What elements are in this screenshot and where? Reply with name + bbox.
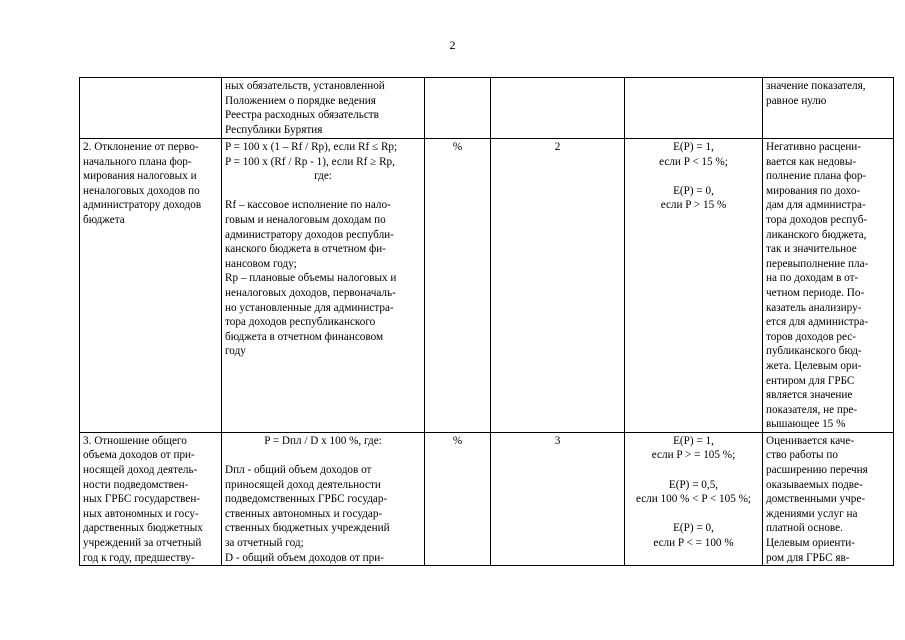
text-line: равное нулю (766, 94, 827, 107)
text-line: P = Dпл / D x 100 %, где: (264, 434, 382, 447)
text-line: ром для ГРБС яв- (766, 551, 850, 564)
text-line: где: (314, 170, 332, 183)
text-line: жета. Целевым ори- (766, 359, 862, 372)
text-line: дам для администра- (766, 199, 866, 212)
score-cell (625, 78, 763, 139)
text-line: если P < 15 %; (659, 155, 728, 168)
text-line: ственных бюджетных учреждений (225, 522, 390, 535)
unit-cell (425, 78, 491, 139)
score-cell (625, 432, 763, 565)
text-line: платной основе. (766, 522, 843, 535)
text-line: если P > = 105 %; (651, 449, 736, 462)
text-line: домственными учре- (766, 493, 866, 506)
text-line: Реестра расходных обязательств (225, 109, 379, 122)
text-line: ство работы по (766, 449, 838, 462)
indicator-name-cell (80, 432, 222, 565)
text-line: мирования по дохо- (766, 184, 861, 197)
table-row (80, 432, 894, 565)
table-row (80, 78, 894, 139)
text-line: за отчетный год; (225, 537, 304, 550)
text-line: ется для администра- (766, 316, 869, 329)
text-line: Dпл - общий объем доходов от (225, 464, 372, 477)
comment-cell (763, 432, 894, 565)
formula-cell (222, 139, 425, 433)
text-line: администратору доходов республи- (225, 228, 394, 241)
formula-cell (222, 78, 425, 139)
cell-value: 3 (554, 434, 561, 447)
page-number: 2 (449, 38, 456, 52)
text-line: говым и неналоговым доходам по (225, 213, 386, 226)
comment-cell (763, 139, 894, 433)
text-line: D - общий объем доходов от при- (225, 551, 384, 564)
formula-cell (222, 432, 425, 565)
text-line: оказываемых подве- (766, 478, 863, 491)
text-line: нансовом году; (225, 257, 297, 270)
text-line: бюджета (83, 213, 125, 226)
text-line: так и значительное (766, 243, 857, 256)
text-line: значение показателя, (766, 80, 866, 92)
unit-cell (425, 139, 491, 433)
weight-cell (491, 139, 625, 433)
text-line: Негативно расцени- (766, 141, 862, 153)
text-line: показателя, не пре- (766, 403, 858, 416)
text-line: полнение плана фор- (766, 170, 867, 183)
cell-value: % (452, 141, 463, 153)
text-line: Положением о порядке ведения (225, 94, 376, 107)
text-line: носящей доход деятель- (83, 464, 198, 477)
indicator-name-cell (80, 139, 222, 433)
text-line: администратору доходов (83, 199, 202, 212)
text-line: Республики Бурятия (225, 123, 323, 136)
text-line: неналоговых доходов по (83, 184, 200, 197)
text-line: приносящей доход деятельности (225, 478, 381, 491)
text-line: мирования налоговых и (83, 170, 197, 183)
text-line: бюджета в отчетном финансовом (225, 330, 384, 343)
text-line: публиканского бюд- (766, 345, 862, 358)
weight-cell (491, 78, 625, 139)
text-line: 2. Отклонение от перво- (83, 141, 199, 153)
text-line: если P > 15 % (660, 199, 727, 212)
text-line: канского бюджета в отчетном фи- (225, 243, 386, 256)
text-line: расширению перечня (766, 464, 868, 477)
cell-value: % (452, 434, 463, 447)
text-line: ных обязательств, установленной (225, 80, 385, 92)
text-line: является значение (766, 389, 853, 402)
text-line: году (225, 345, 246, 358)
text-line: начального плана фор- (83, 155, 192, 168)
text-line: Целевым ориенти- (766, 537, 855, 550)
text-line: P = 100 x (Rf / Rp - 1), если Rf ≥ Rp, (225, 155, 395, 168)
text-line: 3. Отношение общего (83, 434, 187, 447)
text-line: если 100 % < P < 105 %; (635, 493, 752, 506)
text-line: ных ГРБС государствен- (83, 493, 201, 506)
text-line: Оценивается каче- (766, 434, 855, 447)
text-line: тора доходов республиканского (225, 316, 376, 329)
text-line: E(P) = 1, (673, 141, 714, 153)
text-line: объема доходов от при- (83, 449, 195, 462)
text-line: P = 100 x (1 – Rf / Rp), если Rf ≤ Rp; (225, 141, 398, 153)
weight-cell (491, 432, 625, 565)
text-line: E(P) = 0, (673, 522, 714, 535)
text-line: ственных автономных и государ- (225, 507, 383, 520)
text-line: E(P) = 0,5, (668, 478, 719, 491)
comment-cell (763, 78, 894, 139)
text-line: ждениями услуг на (766, 507, 858, 520)
text-line: Rp – плановые объемы налоговых и (225, 272, 397, 285)
text-line: вается как недовы- (766, 155, 857, 168)
table-row (80, 139, 894, 433)
text-line: ности подведомствен- (83, 478, 189, 491)
text-line: торов доходов рес- (766, 330, 856, 343)
text-line: год к году, предшеству- (83, 551, 195, 564)
text-line: E(P) = 1, (673, 434, 714, 447)
text-line: Rf – кассовое исполнение по нало- (225, 199, 391, 212)
text-line: подведомственных ГРБС государ- (225, 493, 388, 506)
text-line: ентиром для ГРБС (766, 374, 855, 387)
indicator-name-cell (80, 78, 222, 139)
text-line: E(P) = 0, (673, 184, 714, 197)
text-line: дарственных бюджетных (83, 522, 203, 535)
score-cell (625, 139, 763, 433)
text-line: но установленные для администра- (225, 301, 394, 314)
unit-cell (425, 432, 491, 565)
text-line: казатель анализиру- (766, 301, 862, 314)
text-line: ных автономных и госу- (83, 507, 199, 520)
text-line: учреждений за отчетный (83, 537, 202, 550)
text-line: тора доходов респуб- (766, 213, 868, 226)
text-line: перевыполнение пла- (766, 257, 869, 270)
text-line: ликанского бюджета, (766, 228, 867, 241)
cell-value: 2 (554, 141, 561, 153)
text-line: если P < = 100 % (653, 537, 734, 550)
text-line: вышающее 15 % (766, 418, 846, 431)
text-line: четном периоде. По- (766, 286, 865, 299)
text-line: неналоговых доходов, первоначаль- (225, 286, 396, 299)
text-line: на по доходам в от- (766, 272, 859, 285)
indicators-table (79, 77, 894, 566)
